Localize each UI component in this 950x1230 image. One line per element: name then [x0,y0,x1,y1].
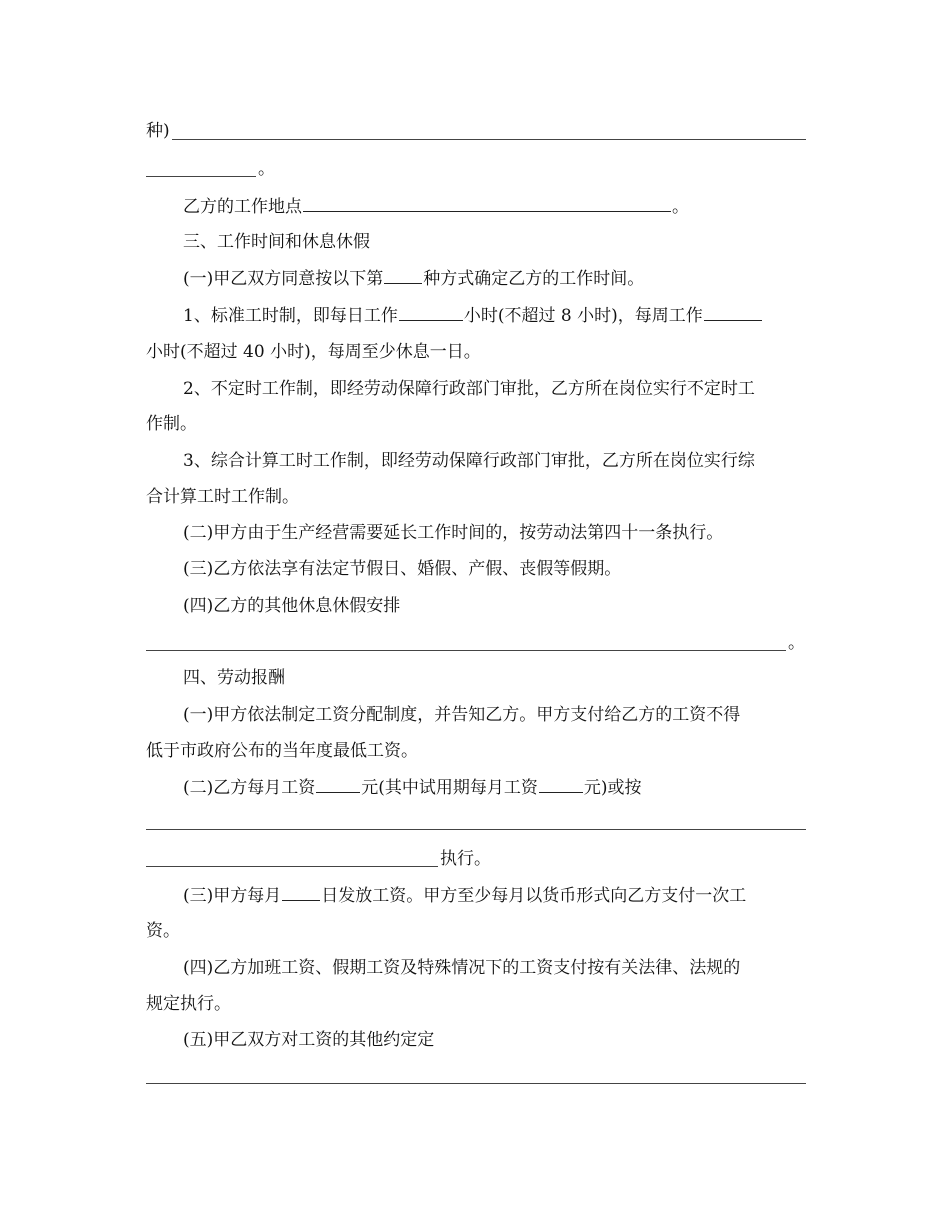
text-segment: (一)甲乙双方同意按以下第 [183,269,384,289]
text-segment: (四)乙方的其他休息休假安排 [183,596,401,616]
text-line [183,195,689,217]
text-line [146,120,170,142]
text-line [183,558,621,580]
text-segment: (三)甲方每月 [183,886,282,906]
text-segment: 。 [788,633,805,653]
text-segment: 种方式确定乙方的工作时间。 [423,269,645,289]
text-line [146,413,197,435]
text-line [146,341,481,363]
blank-underline [316,776,360,793]
section-heading [183,667,285,689]
text-segment: 1、标准工时制，即每日工作 [183,306,398,326]
text-segment: 低于市政府公布的当年度最低工资。 [146,741,418,761]
blank-underline [146,650,786,651]
text-segment: 资。 [146,921,180,941]
blank-underline [704,304,762,321]
text-segment: (二)乙方每月工资 [183,778,316,798]
blank-underline [146,176,256,177]
text-segment: (四)乙方加班工资、假期工资及特殊情况下的工资支付按有关法律、法规的 [183,958,741,978]
text-segment: (一)甲方依法制定工资分配制度，并告知乙方。甲方支付给乙方的工资不得 [183,705,741,725]
text-segment: 四、劳动报酬 [183,668,285,688]
blank-underline [399,304,463,321]
text-segment: (三)乙方依法享有法定节假日、婚假、产假、丧假等假期。 [183,559,622,579]
text-segment: 2、不定时工作制，即经劳动保障行政部门审批，乙方所在岗位实行不定时工 [183,379,755,399]
text-line [183,304,763,326]
text-segment: 执行。 [440,849,491,869]
text-segment: 乙方的工作地点 [183,197,302,217]
text-segment: (五)甲乙双方对工资的其他约定定 [183,1030,435,1050]
text-segment: 三、工作时间和休息休假 [183,232,370,252]
text-line [258,158,275,180]
text-segment: 日发放工资。甲方至少每月以货币形式向乙方支付一次工 [321,886,747,906]
text-line [146,993,231,1015]
text-segment: (二)甲方由于生产经营需要延长工作时间的，按劳动法第四十一条执行。 [183,523,724,543]
text-segment: 作制。 [146,414,197,434]
text-line [183,450,755,472]
text-line [146,486,299,508]
text-line [183,1029,434,1051]
blank-underline [146,829,806,830]
text-segment: 种) [146,121,170,141]
blank-underline [384,267,422,284]
text-segment: 。 [672,197,689,217]
blank-underline [282,884,320,901]
text-line [183,595,400,617]
blank-underline [172,139,806,140]
text-segment: 规定执行。 [146,994,231,1014]
text-line [183,267,644,289]
blank-underline [146,1083,806,1084]
text-segment: 元)或按 [583,778,642,798]
text-line [440,848,491,870]
text-line [183,957,740,979]
text-line [183,378,755,400]
text-line [183,776,642,798]
blank-underline [303,195,671,212]
text-segment: 合计算工时工作制。 [146,487,299,507]
text-line [183,884,746,906]
text-line [146,740,418,762]
text-line [788,632,805,654]
blank-underline [146,866,438,867]
text-segment: 小时(不超过 8 小时)，每周工作 [463,306,703,326]
text-line [183,704,740,726]
text-segment: 3、综合计算工时工作制，即经劳动保障行政部门审批，乙方所在岗位实行综 [183,451,755,471]
text-segment: 。 [258,159,275,179]
section-heading [183,231,370,253]
text-segment: 元(其中试用期每月工资 [361,778,538,798]
text-line [183,522,723,544]
text-line [146,920,180,942]
text-segment: 小时(不超过 40 小时)，每周至少休息一日。 [146,342,481,362]
blank-underline [539,776,583,793]
